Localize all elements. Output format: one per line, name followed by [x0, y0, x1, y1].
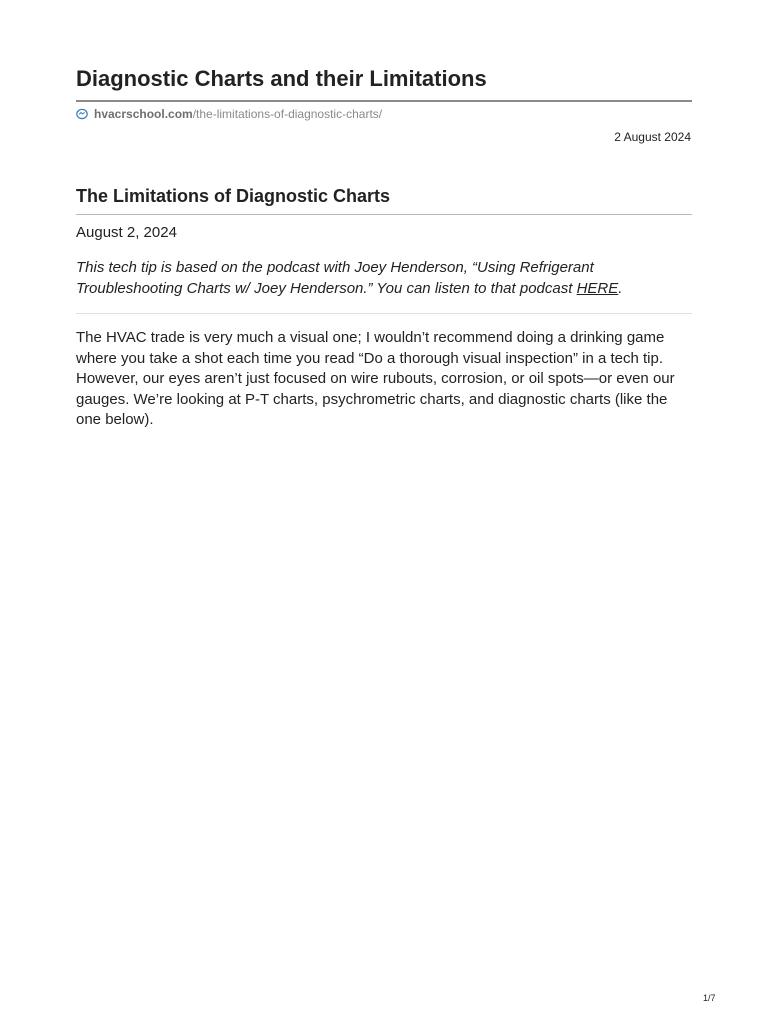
intro-paragraph: [76, 257, 692, 299]
source-path: /the-limitations-of-diagnostic-charts/: [192, 107, 383, 121]
section-divider: [76, 313, 692, 314]
intro-end: .: [618, 280, 623, 297]
page-number: 1/7: [703, 993, 716, 1003]
article-date: August 2, 2024: [76, 224, 177, 241]
source-domain: hvacrschool.com: [94, 107, 193, 121]
article-title-divider: [76, 214, 692, 215]
body-paragraph: The HVAC trade is very much a visual one; I wouldn’t recommend doing a drinking game where you take a shot each time you read “Do a thorough visual inspection” in a tech tip. However, our eyes aren’t just focused on wire rubouts, corrosion, or oil spots—or even our gauges. We’re looking at P-T charts, psychrometric charts, and diagnostic charts (like the one below).: [76, 329, 675, 428]
podcast-link[interactable]: HERE: [576, 280, 619, 297]
link-icon: [76, 108, 88, 120]
source-link[interactable]: [76, 107, 382, 121]
intro-text: This tech tip is based on the podcast with Joey Henderson, “Using Refrigerant Troubleshooting Charts w/ Joey Henderson.” You can listen to that podcast: [76, 259, 594, 297]
document-title: Diagnostic Charts and their Limitations: [76, 66, 487, 91]
title-divider: [76, 100, 692, 102]
article-title: The Limitations of Diagnostic Charts: [76, 186, 391, 206]
saved-date: 2 August 2024: [614, 130, 691, 144]
